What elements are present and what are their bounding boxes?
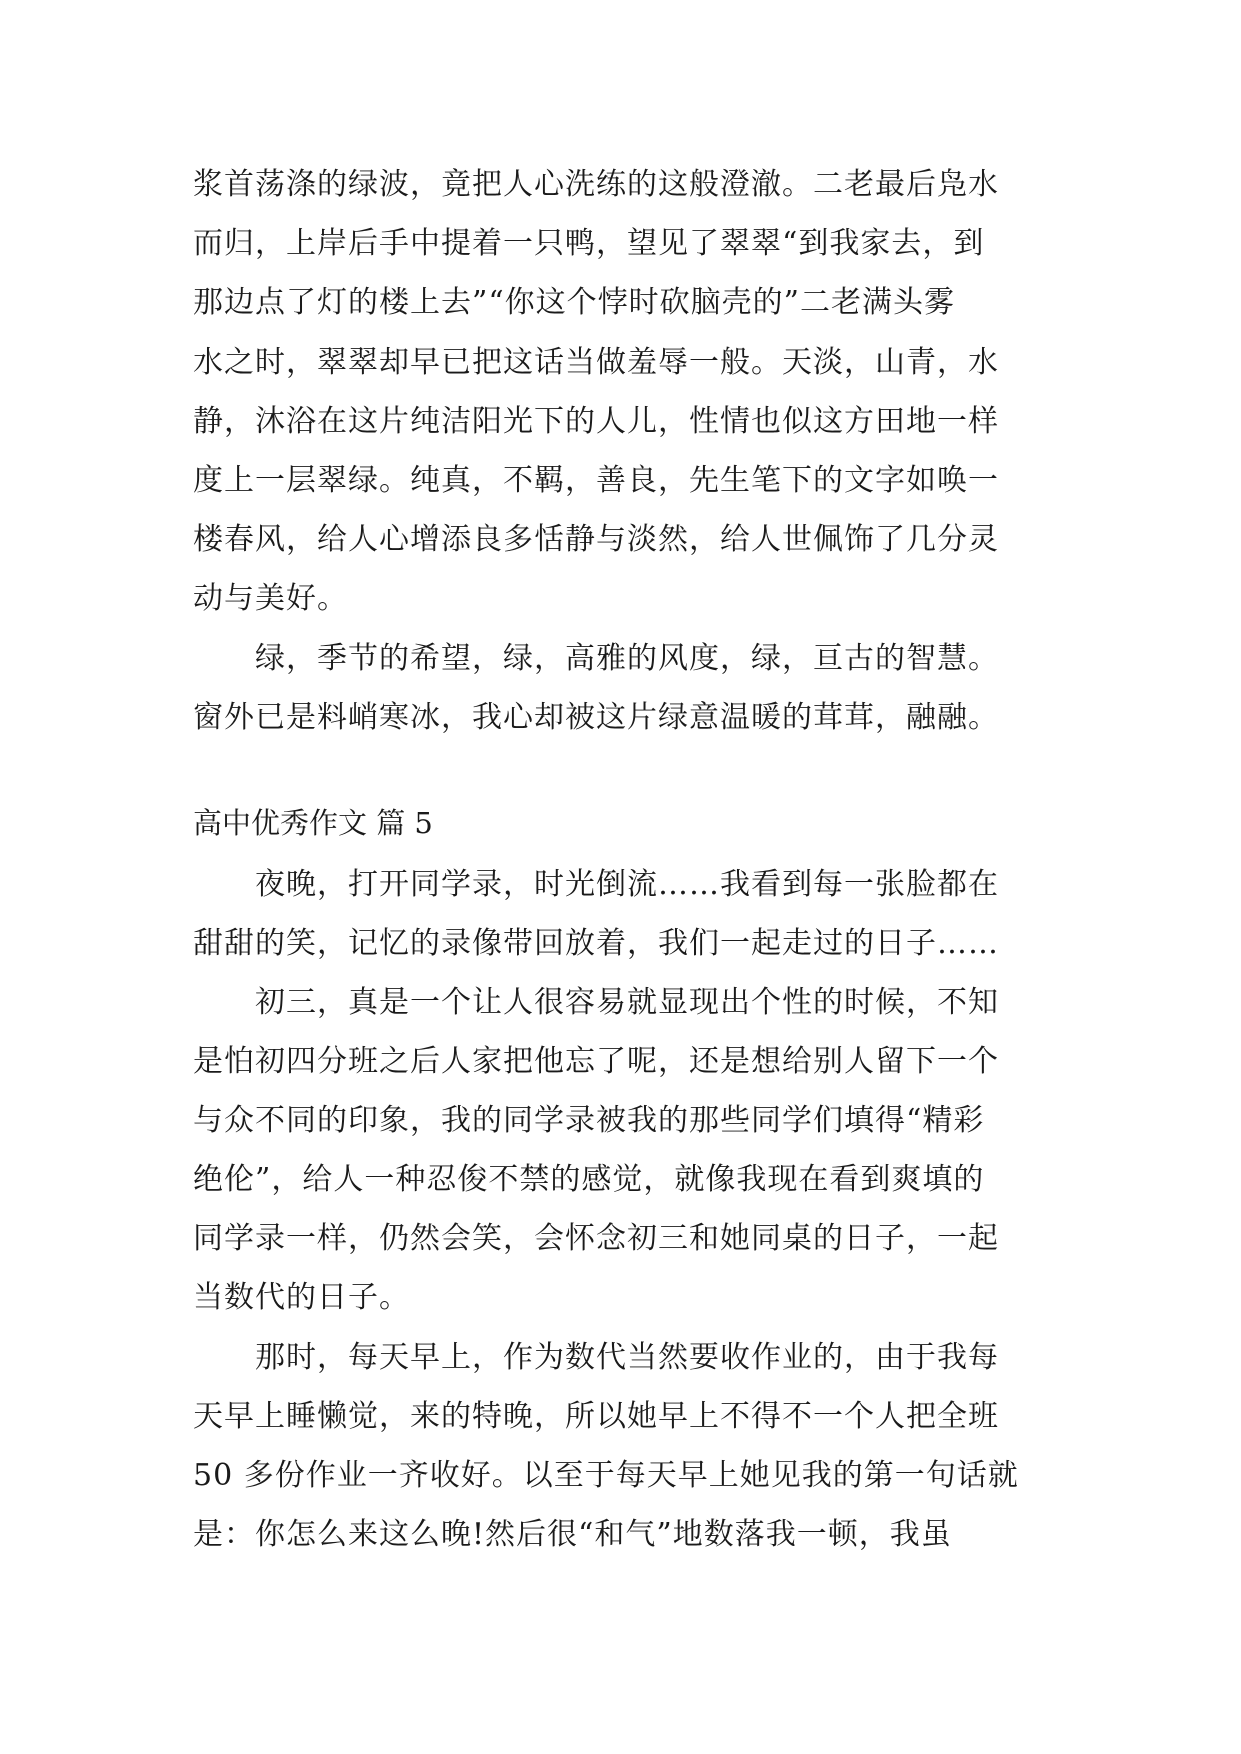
paragraph-line: 而归，上岸后手中提着一只鸭，望见了翠翠“到我家去，到: [193, 226, 985, 261]
paragraph-line: 当数代的日子。: [193, 1280, 410, 1315]
section-heading: 高中优秀作文 篇 5: [193, 806, 433, 840]
paragraph-line: 天早上睡懒觉，来的特晚，所以她早上不得不一个人把全班: [193, 1399, 999, 1434]
paragraph-line: 动与美好。: [193, 581, 348, 616]
paragraph-line: 绿，季节的希望，绿，高雅的风度，绿，亘古的智慧。: [193, 641, 999, 676]
paragraph-line: 50 多份作业一齐收好。以至于每天早上她见我的第一句话就: [193, 1458, 1019, 1493]
paragraph-line: 甜甜的笑，记忆的录像带回放着，我们一起走过的日子……: [193, 926, 999, 961]
paragraph-line: 绝伦”，给人一种忍俊不禁的感觉，就像我现在看到爽填的: [193, 1162, 985, 1197]
paragraph-line: 静，沐浴在这片纯洁阳光下的人儿，性情也似这方田地一样: [193, 404, 999, 439]
paragraph-line: 同学录一样，仍然会笑，会怀念初三和她同桌的日子，一起: [193, 1221, 999, 1256]
paragraph-line: 夜晚，打开同学录，时光倒流……我看到每一张脸都在: [193, 867, 999, 902]
paragraph-line: 与众不同的印象，我的同学录被我的那些同学们填得“精彩: [193, 1103, 985, 1138]
paragraph-line: 是怕初四分班之后人家把他忘了呢，还是想给别人留下一个: [193, 1044, 999, 1079]
paragraph-line: 初三，真是一个让人很容易就显现出个性的时候，不知: [193, 985, 999, 1020]
paragraph-line: 窗外已是料峭寒冰，我心却被这片绿意温暖的茸茸，融融。: [193, 700, 999, 735]
paragraph-line: 水之时，翠翠却早已把这话当做羞辱一般。天淡，山青，水: [193, 345, 999, 380]
paragraph-line: 楼春风，给人心增添良多恬静与淡然，给人世佩饰了几分灵: [193, 522, 999, 557]
paragraph-line: 度上一层翠绿。纯真，不羁，善良，先生笔下的文字如唤一: [193, 463, 999, 498]
paragraph-line: 是：你怎么来这么晚!然后很“和气”地数落我一顿，我虽: [193, 1517, 952, 1552]
paragraph-line: 那时，每天早上，作为数代当然要收作业的，由于我每: [193, 1340, 999, 1375]
paragraph-line: 那边点了灯的楼上去”“你这个悖时砍脑壳的”二老满头雾: [193, 285, 956, 320]
paragraph-line: 浆首荡涤的绿波，竟把人心洗练的这般澄澈。二老最后凫水: [193, 167, 999, 202]
